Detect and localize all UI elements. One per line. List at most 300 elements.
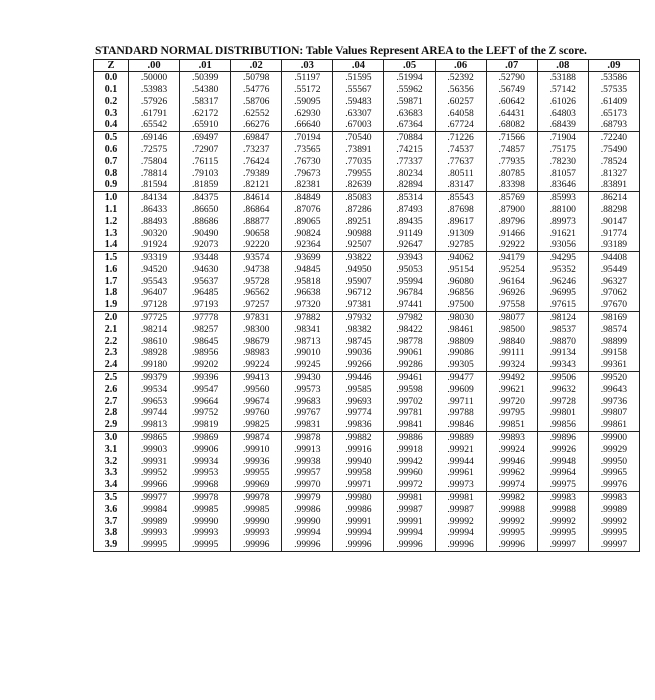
- probability-cell: .99985: [231, 504, 282, 516]
- probability-cell: .97320: [282, 299, 333, 311]
- probability-cell: .99962: [486, 467, 537, 479]
- probability-cell: .99396: [180, 371, 231, 383]
- probability-cell: .94295: [537, 251, 588, 263]
- probability-cell: .97558: [486, 299, 537, 311]
- probability-cell: .95994: [384, 276, 435, 288]
- probability-cell: .99993: [129, 527, 180, 539]
- table-row: [94, 107, 640, 119]
- probability-cell: .73565: [282, 144, 333, 156]
- probability-cell: .54776: [231, 84, 282, 96]
- probability-cell: .91149: [384, 227, 435, 239]
- probability-cell: .99506: [537, 371, 588, 383]
- probability-cell: .88877: [231, 216, 282, 228]
- probability-cell: .99926: [537, 444, 588, 456]
- probability-cell: .89435: [384, 216, 435, 228]
- probability-cell: .63683: [384, 107, 435, 119]
- probability-cell: .99836: [333, 419, 384, 431]
- probability-cell: .95352: [537, 264, 588, 276]
- probability-cell: .99929: [588, 444, 639, 456]
- probability-cell: .79673: [282, 167, 333, 179]
- probability-cell: .99869: [180, 431, 231, 443]
- probability-cell: .99825: [231, 419, 282, 431]
- probability-cell: .99992: [435, 515, 486, 527]
- probability-cell: .92785: [435, 239, 486, 251]
- header-col: .06: [435, 60, 486, 72]
- probability-cell: .80785: [486, 167, 537, 179]
- z-value-cell: 2.7: [94, 396, 129, 408]
- probability-cell: .94845: [282, 264, 333, 276]
- probability-cell: .77035: [333, 156, 384, 168]
- probability-cell: .55567: [333, 84, 384, 96]
- z-table: [93, 59, 640, 552]
- probability-cell: .69146: [129, 131, 180, 143]
- probability-cell: .69847: [231, 131, 282, 143]
- probability-cell: .70194: [282, 131, 333, 143]
- table-row: [94, 299, 640, 311]
- probability-cell: .99807: [588, 407, 639, 419]
- probability-cell: .99861: [588, 419, 639, 431]
- probability-cell: .99987: [435, 504, 486, 516]
- probability-cell: .99831: [282, 419, 333, 431]
- probability-cell: .83147: [435, 179, 486, 191]
- probability-cell: .85769: [486, 191, 537, 203]
- probability-cell: .99995: [180, 539, 231, 551]
- probability-cell: .98257: [180, 324, 231, 336]
- probability-cell: .96926: [486, 287, 537, 299]
- probability-cell: .99948: [537, 456, 588, 468]
- probability-cell: .90824: [282, 227, 333, 239]
- table-row: [94, 539, 640, 551]
- probability-cell: .99492: [486, 371, 537, 383]
- probability-cell: .52392: [435, 72, 486, 84]
- probability-cell: .88298: [588, 204, 639, 216]
- probability-cell: .99134: [537, 347, 588, 359]
- probability-cell: .87076: [282, 204, 333, 216]
- probability-cell: .99841: [384, 419, 435, 431]
- probability-cell: .99978: [180, 491, 231, 503]
- probability-cell: .98341: [282, 324, 333, 336]
- z-value-cell: 0.3: [94, 107, 129, 119]
- probability-cell: .91774: [588, 227, 639, 239]
- z-value-cell: 1.6: [94, 264, 129, 276]
- probability-cell: .96164: [486, 276, 537, 288]
- probability-cell: .99981: [384, 491, 435, 503]
- probability-cell: .86433: [129, 204, 180, 216]
- probability-cell: .99996: [231, 539, 282, 551]
- table-row: [94, 456, 640, 468]
- probability-cell: .59483: [333, 96, 384, 108]
- probability-cell: .98169: [588, 311, 639, 323]
- probability-cell: .95154: [435, 264, 486, 276]
- probability-cell: .62552: [231, 107, 282, 119]
- probability-cell: .99924: [486, 444, 537, 456]
- probability-cell: .97882: [282, 311, 333, 323]
- probability-cell: .53983: [129, 84, 180, 96]
- probability-cell: .75175: [537, 144, 588, 156]
- table-row: [94, 407, 640, 419]
- table-row: [94, 491, 640, 503]
- probability-cell: .99957: [282, 467, 333, 479]
- probability-cell: .99931: [129, 456, 180, 468]
- probability-cell: .98928: [129, 347, 180, 359]
- probability-cell: .99609: [435, 384, 486, 396]
- z-value-cell: 3.3: [94, 467, 129, 479]
- z-value-cell: 3.2: [94, 456, 129, 468]
- probability-cell: .99846: [435, 419, 486, 431]
- probability-cell: .99900: [588, 431, 639, 443]
- probability-cell: .99744: [129, 407, 180, 419]
- probability-cell: .99813: [129, 419, 180, 431]
- probability-cell: .99781: [384, 407, 435, 419]
- probability-cell: .76115: [180, 156, 231, 168]
- probability-cell: .99971: [333, 479, 384, 491]
- probability-cell: .99964: [537, 467, 588, 479]
- probability-cell: .98574: [588, 324, 639, 336]
- probability-cell: .78814: [129, 167, 180, 179]
- table-row: [94, 504, 640, 516]
- probability-cell: .55172: [282, 84, 333, 96]
- probability-cell: .99994: [435, 527, 486, 539]
- table-row: [94, 119, 640, 131]
- z-value-cell: 0.8: [94, 167, 129, 179]
- probability-cell: .88686: [180, 216, 231, 228]
- probability-cell: .98679: [231, 336, 282, 348]
- probability-cell: .81594: [129, 179, 180, 191]
- z-value-cell: 3.9: [94, 539, 129, 551]
- probability-cell: .99996: [333, 539, 384, 551]
- probability-cell: .75804: [129, 156, 180, 168]
- probability-cell: .64431: [486, 107, 537, 119]
- probability-cell: .96638: [282, 287, 333, 299]
- probability-cell: .96327: [588, 276, 639, 288]
- probability-cell: .99202: [180, 359, 231, 371]
- probability-cell: .84614: [231, 191, 282, 203]
- probability-cell: .97441: [384, 299, 435, 311]
- probability-cell: .99913: [282, 444, 333, 456]
- probability-cell: .58706: [231, 96, 282, 108]
- probability-cell: .99994: [333, 527, 384, 539]
- table-row: [94, 396, 640, 408]
- probability-cell: .80511: [435, 167, 486, 179]
- probability-cell: .99683: [282, 396, 333, 408]
- probability-cell: .72907: [180, 144, 231, 156]
- probability-cell: .99693: [333, 396, 384, 408]
- probability-cell: .99968: [180, 479, 231, 491]
- probability-cell: .99520: [588, 371, 639, 383]
- header-col: .08: [537, 60, 588, 72]
- probability-cell: .99547: [180, 384, 231, 396]
- z-value-cell: 2.8: [94, 407, 129, 419]
- probability-cell: .93319: [129, 251, 180, 263]
- probability-cell: .96995: [537, 287, 588, 299]
- probability-cell: .92922: [486, 239, 537, 251]
- probability-cell: .97500: [435, 299, 486, 311]
- table-row: [94, 72, 640, 84]
- probability-cell: .98956: [180, 347, 231, 359]
- probability-cell: .99973: [435, 479, 486, 491]
- probability-cell: .65542: [129, 119, 180, 131]
- probability-cell: .93943: [384, 251, 435, 263]
- probability-cell: .99903: [129, 444, 180, 456]
- probability-cell: .67364: [384, 119, 435, 131]
- table-row: [94, 156, 640, 168]
- table-title: STANDARD NORMAL DISTRIBUTION: Table Values Represent AREA to the LEFT of the Z score.: [95, 44, 587, 57]
- probability-cell: .83646: [537, 179, 588, 191]
- probability-cell: .74857: [486, 144, 537, 156]
- probability-cell: .54380: [180, 84, 231, 96]
- probability-cell: .99573: [282, 384, 333, 396]
- probability-cell: .97062: [588, 287, 639, 299]
- probability-cell: .80234: [384, 167, 435, 179]
- probability-cell: .99958: [333, 467, 384, 479]
- probability-cell: .94738: [231, 264, 282, 276]
- probability-cell: .61791: [129, 107, 180, 119]
- probability-cell: .94179: [486, 251, 537, 263]
- z-value-cell: 2.5: [94, 371, 129, 383]
- table-row: [94, 359, 640, 371]
- probability-cell: .99878: [282, 431, 333, 443]
- probability-cell: .62930: [282, 107, 333, 119]
- probability-cell: .90988: [333, 227, 384, 239]
- z-value-cell: 2.3: [94, 347, 129, 359]
- probability-cell: .99965: [588, 467, 639, 479]
- probability-cell: .99996: [486, 539, 537, 551]
- probability-cell: .99819: [180, 419, 231, 431]
- probability-cell: .51595: [333, 72, 384, 84]
- probability-cell: .98840: [486, 336, 537, 348]
- probability-cell: .99674: [231, 396, 282, 408]
- probability-cell: .99950: [588, 456, 639, 468]
- probability-cell: .99430: [282, 371, 333, 383]
- probability-cell: .97615: [537, 299, 588, 311]
- probability-cell: .52790: [486, 72, 537, 84]
- probability-cell: .79103: [180, 167, 231, 179]
- probability-cell: .97128: [129, 299, 180, 311]
- probability-cell: .57142: [537, 84, 588, 96]
- z-value-cell: 3.6: [94, 504, 129, 516]
- probability-cell: .85083: [333, 191, 384, 203]
- probability-cell: .99245: [282, 359, 333, 371]
- probability-cell: .99977: [129, 491, 180, 503]
- probability-cell: .91466: [486, 227, 537, 239]
- probability-cell: .87493: [384, 204, 435, 216]
- z-value-cell: 2.4: [94, 359, 129, 371]
- z-value-cell: 1.4: [94, 239, 129, 251]
- probability-cell: .94062: [435, 251, 486, 263]
- probability-cell: .92220: [231, 239, 282, 251]
- probability-cell: .96856: [435, 287, 486, 299]
- probability-cell: .83398: [486, 179, 537, 191]
- probability-cell: .90320: [129, 227, 180, 239]
- probability-cell: .99266: [333, 359, 384, 371]
- probability-cell: .99978: [231, 491, 282, 503]
- probability-cell: .79389: [231, 167, 282, 179]
- probability-cell: .66640: [282, 119, 333, 131]
- z-value-cell: 0.2: [94, 96, 129, 108]
- probability-cell: .99936: [231, 456, 282, 468]
- z-value-cell: 0.7: [94, 156, 129, 168]
- probability-cell: .99986: [333, 504, 384, 516]
- z-value-cell: 1.7: [94, 276, 129, 288]
- probability-cell: .76730: [282, 156, 333, 168]
- probability-cell: .99983: [588, 491, 639, 503]
- probability-cell: .99379: [129, 371, 180, 383]
- probability-cell: .87286: [333, 204, 384, 216]
- probability-cell: .95818: [282, 276, 333, 288]
- probability-cell: .92073: [180, 239, 231, 251]
- table-body: [94, 72, 640, 552]
- probability-cell: .68082: [486, 119, 537, 131]
- probability-cell: .99974: [486, 479, 537, 491]
- z-value-cell: 0.6: [94, 144, 129, 156]
- probability-cell: .99991: [333, 515, 384, 527]
- probability-cell: .64058: [435, 107, 486, 119]
- probability-cell: .99991: [384, 515, 435, 527]
- probability-cell: .88100: [537, 204, 588, 216]
- probability-cell: .89251: [333, 216, 384, 228]
- probability-cell: .99918: [384, 444, 435, 456]
- probability-cell: .99969: [231, 479, 282, 491]
- probability-cell: .95449: [588, 264, 639, 276]
- z-value-cell: 2.6: [94, 384, 129, 396]
- probability-cell: .93574: [231, 251, 282, 263]
- header-row: [94, 60, 640, 72]
- probability-cell: .99940: [333, 456, 384, 468]
- z-value-cell: 1.0: [94, 191, 129, 203]
- probability-cell: .96080: [435, 276, 486, 288]
- table-row: [94, 384, 640, 396]
- probability-cell: .99158: [588, 347, 639, 359]
- probability-cell: .98382: [333, 324, 384, 336]
- probability-cell: .99752: [180, 407, 231, 419]
- probability-cell: .92364: [282, 239, 333, 251]
- probability-cell: .99111: [486, 347, 537, 359]
- probability-cell: .98214: [129, 324, 180, 336]
- probability-cell: .60642: [486, 96, 537, 108]
- probability-cell: .99324: [486, 359, 537, 371]
- header-col: .07: [486, 60, 537, 72]
- probability-cell: .99896: [537, 431, 588, 443]
- header-col: .04: [333, 60, 384, 72]
- probability-cell: .98899: [588, 336, 639, 348]
- document: [93, 44, 640, 552]
- probability-cell: .95907: [333, 276, 384, 288]
- z-value-cell: 3.7: [94, 515, 129, 527]
- probability-cell: .99305: [435, 359, 486, 371]
- probability-cell: .96784: [384, 287, 435, 299]
- probability-cell: .97670: [588, 299, 639, 311]
- table-row: [94, 276, 640, 288]
- table-row: [94, 167, 640, 179]
- probability-cell: .75490: [588, 144, 639, 156]
- probability-cell: .65910: [180, 119, 231, 131]
- table-row: [94, 347, 640, 359]
- probability-cell: .99990: [282, 515, 333, 527]
- probability-cell: .82639: [333, 179, 384, 191]
- probability-cell: .99961: [435, 467, 486, 479]
- probability-cell: .82894: [384, 179, 435, 191]
- probability-cell: .94520: [129, 264, 180, 276]
- probability-cell: .99976: [588, 479, 639, 491]
- probability-cell: .95637: [180, 276, 231, 288]
- probability-cell: .99981: [435, 491, 486, 503]
- probability-cell: .99886: [384, 431, 435, 443]
- probability-cell: .85314: [384, 191, 435, 203]
- z-value-cell: 1.8: [94, 287, 129, 299]
- probability-cell: .95543: [129, 276, 180, 288]
- probability-cell: .99788: [435, 407, 486, 419]
- probability-cell: .99621: [486, 384, 537, 396]
- z-value-cell: 2.2: [94, 336, 129, 348]
- probability-cell: .99997: [588, 539, 639, 551]
- probability-cell: .81859: [180, 179, 231, 191]
- probability-cell: .99643: [588, 384, 639, 396]
- z-value-cell: 3.5: [94, 491, 129, 503]
- probability-cell: .85543: [435, 191, 486, 203]
- z-value-cell: 1.5: [94, 251, 129, 263]
- probability-cell: .99664: [180, 396, 231, 408]
- probability-cell: .99983: [537, 491, 588, 503]
- table-row: [94, 239, 640, 251]
- probability-cell: .99343: [537, 359, 588, 371]
- probability-cell: .99446: [333, 371, 384, 383]
- probability-cell: .66276: [231, 119, 282, 131]
- z-value-cell: 2.0: [94, 311, 129, 323]
- probability-cell: .89065: [282, 216, 333, 228]
- probability-cell: .62172: [180, 107, 231, 119]
- probability-cell: .99953: [180, 467, 231, 479]
- probability-cell: .78230: [537, 156, 588, 168]
- probability-cell: .98610: [129, 336, 180, 348]
- probability-cell: .98778: [384, 336, 435, 348]
- probability-cell: .99874: [231, 431, 282, 443]
- probability-cell: .97778: [180, 311, 231, 323]
- probability-cell: .99560: [231, 384, 282, 396]
- header-col: .00: [129, 60, 180, 72]
- probability-cell: .99995: [537, 527, 588, 539]
- probability-cell: .95254: [486, 264, 537, 276]
- probability-cell: .99997: [537, 539, 588, 551]
- probability-cell: .57926: [129, 96, 180, 108]
- probability-cell: .74537: [435, 144, 486, 156]
- header-col: .01: [180, 60, 231, 72]
- probability-cell: .98500: [486, 324, 537, 336]
- probability-cell: .96485: [180, 287, 231, 299]
- table-row: [94, 144, 640, 156]
- probability-cell: .99985: [180, 504, 231, 516]
- probability-cell: .99413: [231, 371, 282, 383]
- probability-cell: .99882: [333, 431, 384, 443]
- probability-cell: .99996: [282, 539, 333, 551]
- probability-cell: .86864: [231, 204, 282, 216]
- probability-cell: .93699: [282, 251, 333, 263]
- table-row: [94, 84, 640, 96]
- probability-cell: .99910: [231, 444, 282, 456]
- probability-cell: .86650: [180, 204, 231, 216]
- probability-cell: .77637: [435, 156, 486, 168]
- z-value-cell: 0.9: [94, 179, 129, 191]
- probability-cell: .99906: [180, 444, 231, 456]
- probability-cell: .99767: [282, 407, 333, 419]
- table-row: [94, 431, 640, 443]
- probability-cell: .67724: [435, 119, 486, 131]
- probability-cell: .68793: [588, 119, 639, 131]
- probability-cell: .86214: [588, 191, 639, 203]
- probability-cell: .98537: [537, 324, 588, 336]
- header-z: Z: [94, 60, 129, 72]
- probability-cell: .71226: [435, 131, 486, 143]
- probability-cell: .60257: [435, 96, 486, 108]
